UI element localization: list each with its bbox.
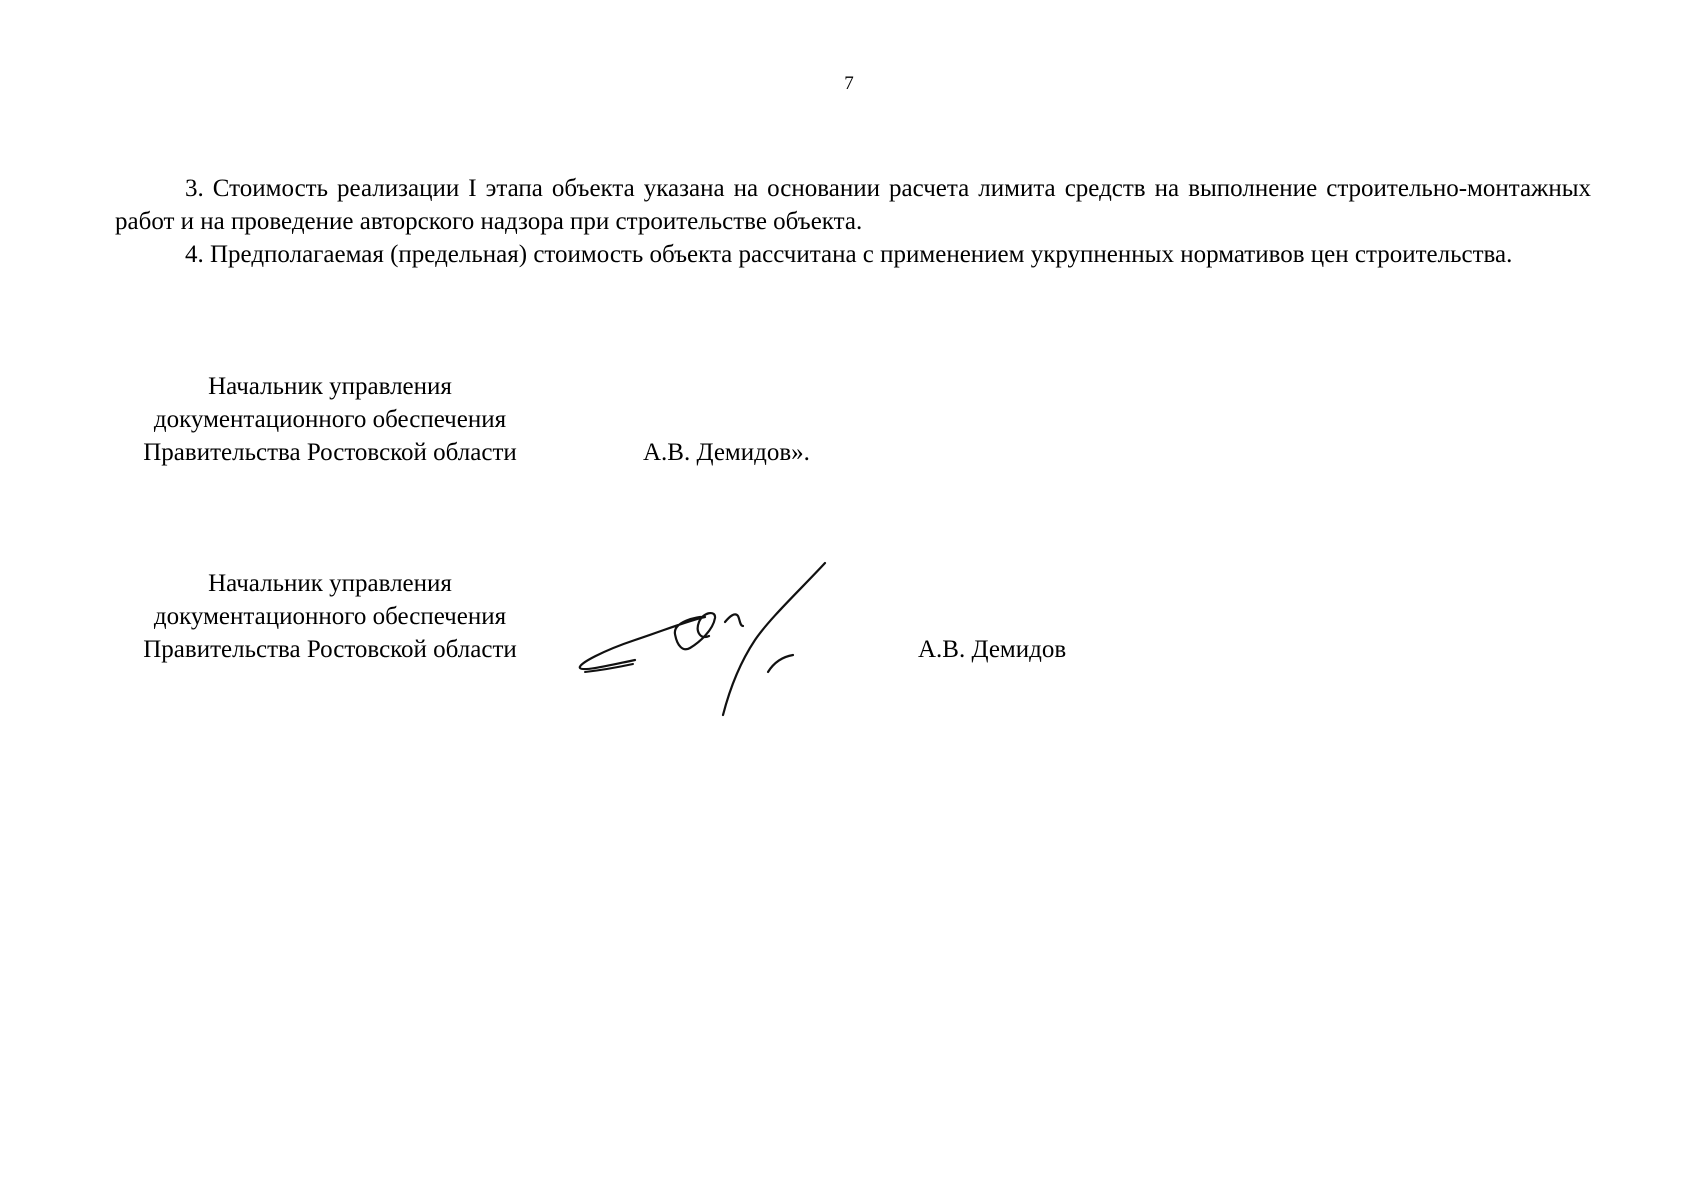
signatory-title-line-1: Начальник управления (208, 373, 452, 400)
signatory-title-line-1: Начальник управления (208, 570, 452, 597)
paragraph-item-3: 3. Стоимость реализации I этапа объекта указана на основании расчета лимита средств на выполнение строительно-монтажных работ и на проведение авторского надзора при строительстве объекта. (115, 175, 1591, 235)
signatory-title-line-2: документационного обеспечения (153, 406, 507, 433)
signature-block-signed (115, 567, 1067, 666)
handwritten-signature (575, 560, 875, 725)
signatory-name: А.В. Демидов». (643, 439, 810, 466)
document-body (115, 172, 1591, 271)
signatory-title (115, 567, 545, 666)
signatory-name: А.В. Демидов (918, 636, 1067, 663)
signatory-title-line-3: Правительства Ростовской области (143, 439, 517, 466)
paragraph-item-4: 4. Предполагаемая (предельная) стоимость объекта рассчитана с применением укрупненных нормативов цен строительства. (185, 241, 1513, 268)
signatory-title-line-3: Правительства Ростовской области (143, 636, 517, 663)
page-number: 7 (844, 73, 854, 94)
signatory-title (115, 370, 545, 469)
signature-stroke-diagonal (723, 563, 825, 715)
signature-stroke-tail (768, 655, 793, 672)
signature-stroke-hook (725, 614, 743, 626)
signature-block-quoted (115, 370, 810, 469)
signatory-title-line-2: документационного обеспечения (153, 603, 507, 630)
signature-stroke-main (580, 613, 715, 669)
